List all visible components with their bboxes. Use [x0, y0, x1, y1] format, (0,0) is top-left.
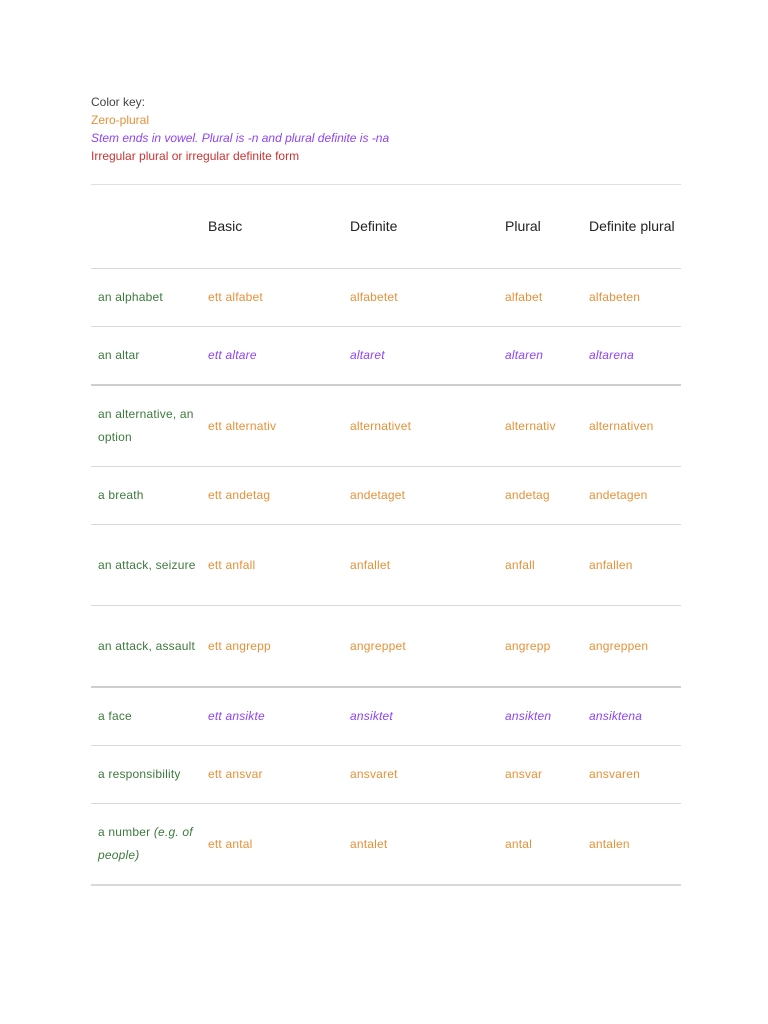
header-basic: Basic	[201, 185, 343, 269]
english-cell: an alphabet	[91, 269, 201, 327]
english-cell: a breath	[91, 467, 201, 525]
table-row	[91, 804, 681, 886]
definite-plural-cell: ansiktena	[582, 687, 681, 746]
header-definite: Definite	[343, 185, 498, 269]
definite-cell: anfallet	[343, 525, 498, 606]
definite-plural-cell: anfallen	[582, 525, 681, 606]
definite-cell: angreppet	[343, 606, 498, 688]
table-row	[91, 606, 681, 688]
definite-cell: alternativet	[343, 385, 498, 467]
english-cell: an altar	[91, 327, 201, 386]
header-english	[91, 185, 201, 269]
table-row	[91, 467, 681, 525]
definite-plural-cell: alternativen	[582, 385, 681, 467]
basic-cell: ett angrepp	[201, 606, 343, 688]
header-plural: Plural	[498, 185, 582, 269]
noun-table	[91, 184, 681, 886]
table-row	[91, 269, 681, 327]
table-row	[91, 746, 681, 804]
plural-cell: andetag	[498, 467, 582, 525]
color-key-zero-plural: Zero-plural	[91, 113, 150, 127]
plural-cell: alfabet	[498, 269, 582, 327]
plural-cell: ansvar	[498, 746, 582, 804]
color-key-irregular: Irregular plural or irregular definite form	[91, 149, 300, 163]
basic-cell: ett alternativ	[201, 385, 343, 467]
basic-cell: ett altare	[201, 327, 343, 386]
plural-cell: anfall	[498, 525, 582, 606]
definite-cell: alfabetet	[343, 269, 498, 327]
english-cell: an attack, seizure	[91, 525, 201, 606]
definite-plural-cell: alfabeten	[582, 269, 681, 327]
basic-cell: ett ansikte	[201, 687, 343, 746]
color-key-title: Color key:	[91, 95, 146, 109]
definite-plural-cell: altarena	[582, 327, 681, 386]
table-row	[91, 327, 681, 386]
plural-cell: angrepp	[498, 606, 582, 688]
english-cell: a face	[91, 687, 201, 746]
basic-cell: ett antal	[201, 804, 343, 886]
plural-cell: altaren	[498, 327, 582, 386]
definite-cell: altaret	[343, 327, 498, 386]
plural-cell: alternativ	[498, 385, 582, 467]
plural-cell: ansikten	[498, 687, 582, 746]
definite-plural-cell: andetagen	[582, 467, 681, 525]
table-row	[91, 687, 681, 746]
header-row	[91, 185, 681, 269]
definite-plural-cell: antalen	[582, 804, 681, 886]
english-cell: an attack, assault	[91, 606, 201, 688]
color-key	[91, 93, 389, 165]
plural-cell: antal	[498, 804, 582, 886]
definite-cell: ansiktet	[343, 687, 498, 746]
basic-cell: ett anfall	[201, 525, 343, 606]
color-key-vowel-stem: Stem ends in vowel. Plural is -n and plural definite is -na	[91, 131, 390, 145]
basic-cell: ett andetag	[201, 467, 343, 525]
table-row	[91, 385, 681, 467]
definite-plural-cell: ansvaren	[582, 746, 681, 804]
definite-plural-cell: angreppen	[582, 606, 681, 688]
definite-cell: andetaget	[343, 467, 498, 525]
english-cell: a number (e.g. of people)	[91, 804, 201, 886]
header-definite-plural: Definite plural	[582, 185, 681, 269]
definite-cell: antalet	[343, 804, 498, 886]
english-cell: an alternative, an option	[91, 385, 201, 467]
table-row	[91, 525, 681, 606]
english-cell: a responsibility	[91, 746, 201, 804]
basic-cell: ett alfabet	[201, 269, 343, 327]
definite-cell: ansvaret	[343, 746, 498, 804]
basic-cell: ett ansvar	[201, 746, 343, 804]
